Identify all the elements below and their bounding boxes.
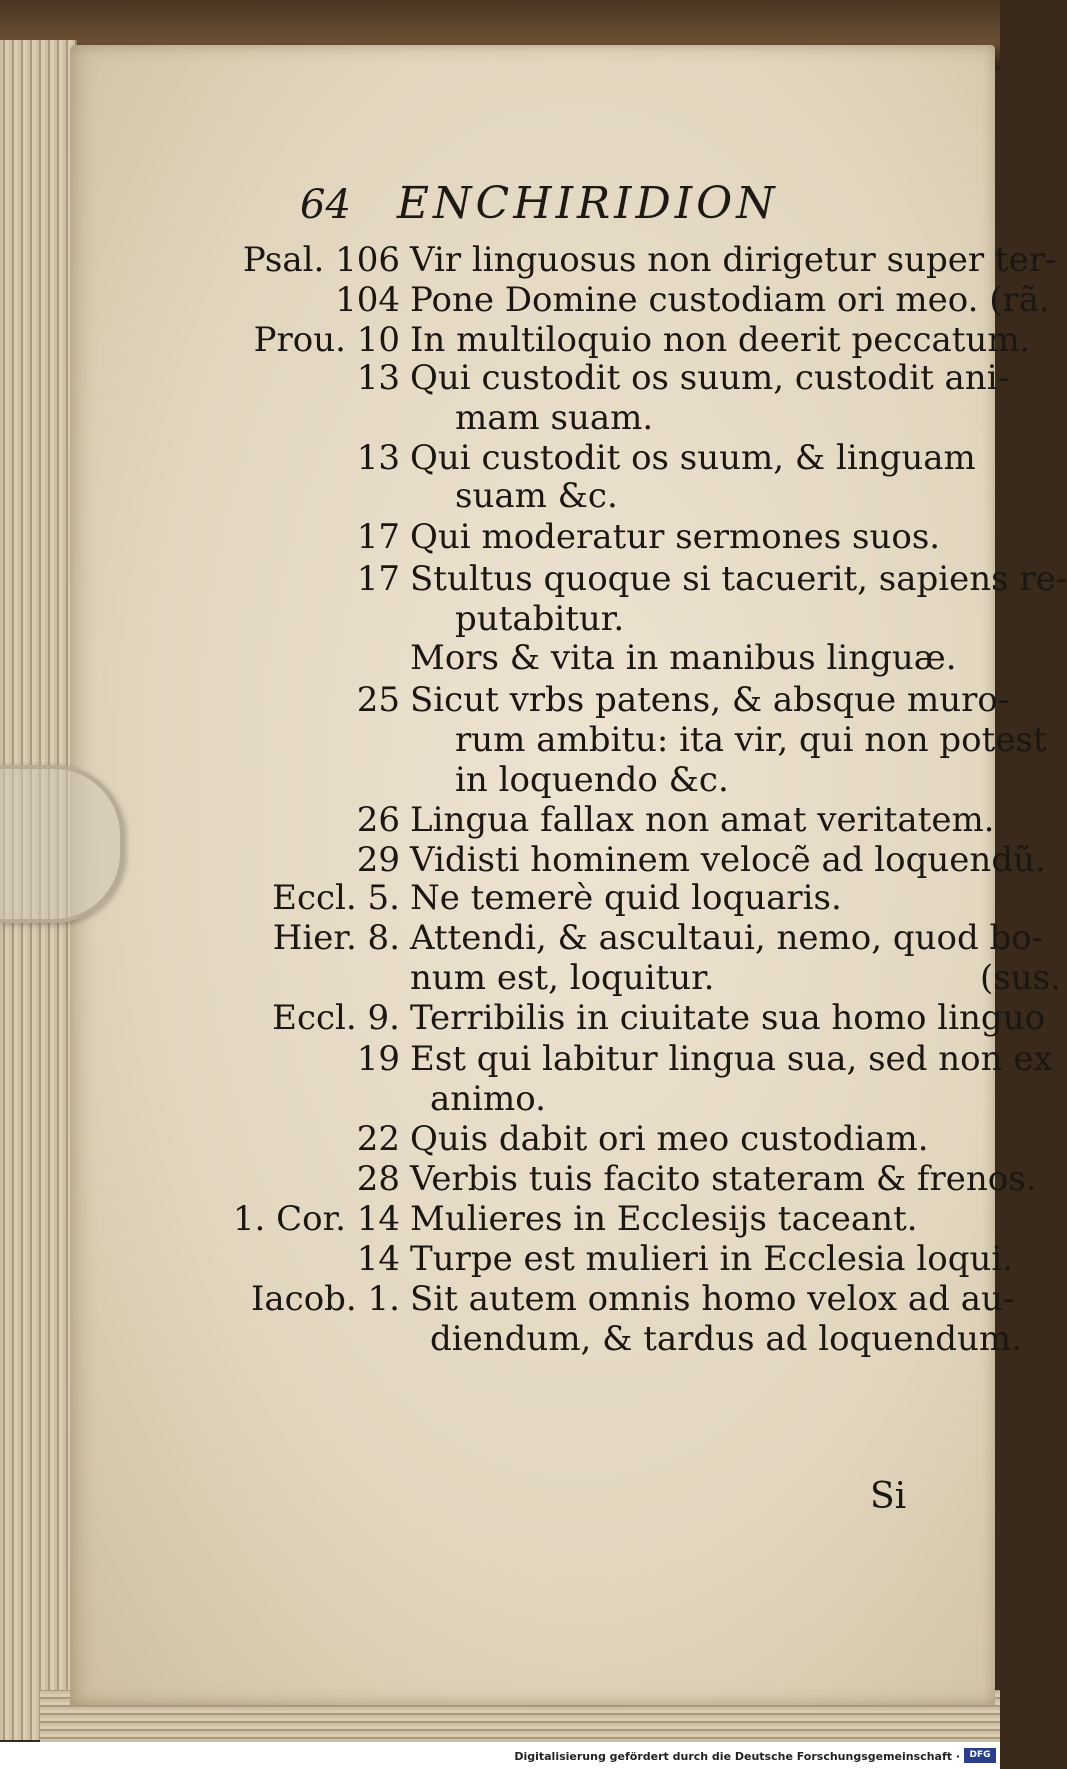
text-line (110, 1317, 1022, 1361)
text-line (110, 956, 1061, 1000)
dfg-logo: DFG (964, 1748, 996, 1763)
text-line (110, 1077, 940, 1121)
footer-credit: Digitalisierung gefördert durch die Deutsche Forschungsgemeinschaft · (514, 1750, 960, 1763)
text-line (110, 916, 1044, 960)
catchword: Si (870, 1476, 907, 1517)
running-title: ENCHIRIDION (396, 178, 779, 229)
citation-text: in loquendo &c. (455, 760, 729, 800)
page-header (300, 178, 779, 238)
turnover-fragment: (sus. (980, 958, 1061, 998)
text-line (110, 1197, 940, 1241)
citation-text: putabitur. (455, 599, 625, 639)
citation-ref: 104 (335, 280, 400, 320)
citation-ref: 14 (356, 1239, 400, 1279)
text-line (110, 758, 940, 802)
citation-text: Pone Domine custodiam ori meo. (rã. (410, 280, 1050, 320)
text-line (110, 1037, 1053, 1081)
citation-ref: 29 (356, 840, 400, 880)
page-clip (0, 765, 124, 923)
text-line (110, 278, 1050, 322)
citation-text: Attendi, & ascultaui, nemo, quod bo- (410, 918, 1044, 958)
citation-ref: 13 (356, 358, 400, 398)
citation-ref: Psal. 106 (242, 240, 400, 280)
citation-text: suam &c. (455, 476, 618, 516)
citation-text: Sicut vrbs patens, & absque muro- (410, 680, 1010, 720)
citation-text: Turpe est mulieri in Ecclesia loqui. (410, 1239, 1014, 1279)
text-line (110, 678, 1010, 722)
citation-ref: 25 (356, 680, 400, 720)
citation-text: Ne temerè quid loquaris. (410, 878, 842, 918)
citation-text: diendum, & tardus ad loquendum. (430, 1319, 1022, 1359)
citation-text: mam suam. (455, 398, 654, 438)
citation-text: Est qui labitur lingua sua, sed non ex (410, 1039, 1053, 1079)
citation-ref: Iacob. 1. (250, 1279, 400, 1319)
text-line (110, 597, 940, 641)
citation-text: Vir linguosus non dirigetur super ter- (410, 240, 1057, 280)
text-line (110, 876, 940, 920)
citation-text: Verbis tuis facito stateram & frenos. (410, 1159, 1037, 1199)
text-line (110, 515, 940, 559)
text-line (110, 718, 1047, 762)
citation-ref: 22 (356, 1119, 400, 1159)
digitization-footer (0, 1742, 1000, 1769)
citation-text: Mors & vita in manibus linguæ. (410, 638, 957, 678)
text-line (110, 238, 1057, 282)
citation-text: Vidisti hominem velocẽ ad loquendũ. (410, 840, 1046, 880)
citation-ref: 26 (356, 800, 400, 840)
citation-ref: Prou. 10 (253, 320, 400, 360)
text-line (110, 1277, 1015, 1321)
citation-ref: 19 (356, 1039, 400, 1079)
citation-ref: 13 (356, 438, 400, 478)
page-number: 64 (300, 182, 351, 228)
citation-ref: Hier. 8. (272, 918, 400, 958)
citation-ref: Eccl. 9. (272, 998, 400, 1038)
citation-ref: 28 (356, 1159, 400, 1199)
citation-ref: Eccl. 5. (272, 878, 400, 918)
citation-text: In multiloquio non deerit peccatum. (410, 320, 1031, 360)
text-line (110, 557, 1067, 601)
text-line (110, 1117, 940, 1161)
citation-text: animo. (430, 1079, 546, 1119)
citation-text: rum ambitu: ita vir, qui non potest (455, 720, 1047, 760)
citation-text: Qui custodit os suum, & linguam (410, 438, 976, 478)
text-line (110, 356, 1010, 400)
citation-text: Qui moderatur sermones suos. (410, 517, 941, 557)
text-line (110, 396, 940, 440)
text-line (110, 1157, 1037, 1201)
citation-text: Lingua fallax non amat veritatem. (410, 800, 995, 840)
citation-text: Terribilis in ciuitate sua homo linguo (410, 998, 1046, 1038)
citation-text: Qui custodit os suum, custodit ani- (410, 358, 1010, 398)
citation-text: Sit autem omnis homo velox ad au- (410, 1279, 1015, 1319)
text-line (110, 636, 957, 680)
citation-ref: 17 (356, 559, 400, 599)
text-line (110, 996, 1046, 1040)
citation-text: Quis dabit ori meo custodiam. (410, 1119, 929, 1159)
citation-ref: 1. Cor. 14 (232, 1199, 400, 1239)
text-line (110, 798, 995, 842)
text-line (110, 474, 940, 518)
text-line (110, 1237, 1014, 1281)
citation-text: num est, loquitur. (410, 958, 715, 998)
citation-text: Stultus quoque si tacuerit, sapiens re- (410, 559, 1067, 599)
citation-text: Mulieres in Ecclesijs taceant. (410, 1199, 918, 1239)
citation-ref: 17 (356, 517, 400, 557)
